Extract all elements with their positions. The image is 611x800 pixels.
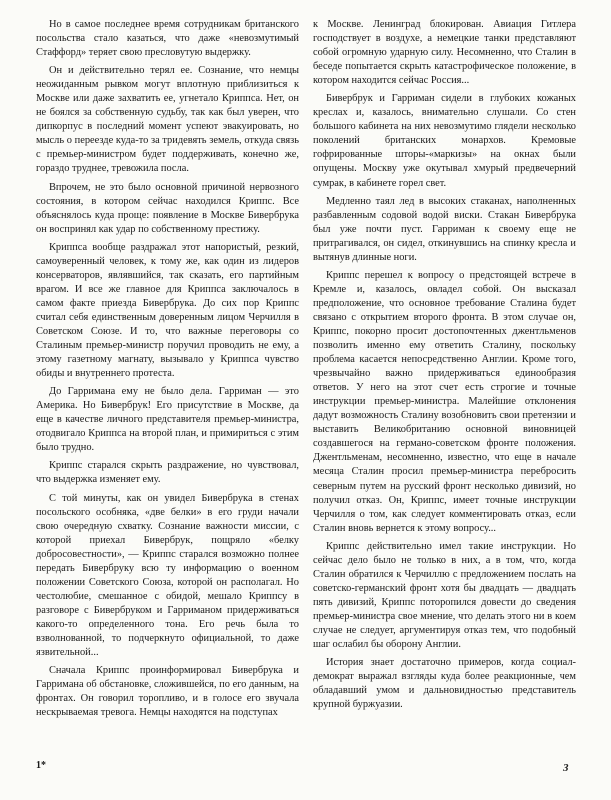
paragraph: Медленно таял лед в высоких стаканах, наполненных разбавленным содовой водой виски. Стакан Бивербрука был уже почти пуст. Гарриман к своему еще не притрагивался, он сидел, откинувшись на спинку кресла и вытянув длинные ноги. <box>313 195 576 263</box>
paragraph: Криппса вообще раздражал этот напористый, резкий, самоуверенный человек, к тому же, как один из лидеров консерваторов, являвшийся, так сказать, его партийным врагом. И все же главное для Криппса заключалось в самом факте приезда Бивербрука. До сих пор Криппс считал себя единственным доверенным лицом Черчилля в Советском Союзе. И то, что важные переговоры со Сталиным премьер-министр поручил проводить не ему, а этому газетному магнату, вызывало у Криппса чувство обиды и внутреннего протеста. <box>36 241 299 380</box>
right-column <box>313 18 576 716</box>
paragraph-continued: к Москве. Ленинград блокирован. Авиация Гитлера господствует в воздухе, а немецкие танки представляют собой огромную ударную силу. Несомненно, что Сталин в беседе попытается скрыть катастрофическое положение, в котором находится сейчас Россия... <box>313 19 576 87</box>
left-column <box>36 18 299 724</box>
paragraph: Он и действительно терял ее. Сознание, что немцы неожиданным рывком могут вплотную приблизиться к Москве или даже захватить ее, угнетало Криппса. Нет, он не боялся за собственную судьбу, так как был уверен, что дипкорпус в последний момент успеют эвакуировать, но мысль о переезде куда-то за тридевять земель, откуда связь с премьер-министром будет поддерживать, конечно же, гораздо труднее, тревожила посла. <box>36 65 299 175</box>
signature-mark: 1* <box>36 760 46 771</box>
paragraph: Впрочем, не это было основной причиной нервозного состояния, в котором сейчас находился Криппс. Все объяснялось куда проще: появление в Москве Бивербрука он воспринял как удар по собственному престижу. <box>36 181 299 235</box>
paragraph: Криппс перешел к вопросу о предстоящей встрече в Кремле и, казалось, овладел собой. Он высказал предположение, что основное требование Сталина будет связано с открытием второго фронта. В этом случае он, Криппс, покорно просит достопочтенных джентльменов позволить именно ему ответить Сталину, поскольку проблема касается непосредственно Англии. Кроме того, чрезвычайно важно придерживаться единообразия ответов. У него на этот счет есть строгие и точные инструкции премьер-министра. Малейшие отклонения дадут возможность Сталину возобновить свои претензии и выставить Великобританию основной виновницей создавшегося на германо-советском фронте положения. Джентльменам, несомненно, известно, что еще в начале месяца Сталин просил премьер-министра перебросить северным путем на русский фронт несколько дивизий, но получил отказ. Он, Криппс, имеет точные инструкции Черчилля о том, как следует комментировать отказ, если Сталин вновь вернется к этому вопросу... <box>313 269 576 534</box>
paragraph: Сначала Криппс проинформировал Бивербрука и Гарримана об обстановке, сложившейся, по его данным, на фронтах. Он говорил торопливо, и в голосе его звучала нескрываемая тревога. Немцы находятся на подступах <box>36 665 299 719</box>
paragraph: Криппс старался скрыть раздражение, но чувствовал, что выдержка изменяет ему. <box>36 460 299 486</box>
page-number: 3 <box>563 762 569 774</box>
paragraph: С той минуты, как он увидел Бивербрука в стенах посольского особняка, «две белки» в его груди начали свою очередную схватку. Сознание важности миссии, с которой приехал Бивербрук, пощряло «белку добросовестности», — Криппс старался возможно полнее передать Бивербруку всю ту информацию о военном положении Советского Союза, которой он располагал. Но честолюбие, смешанное с обидой, мешало Криппсу в разговоре с Бивербруком и Гарриманом придерживаться какого-то определенного тона. Его речь была то взволнованной, то подчеркнуто официальной, то даже язвительной... <box>36 492 299 659</box>
paragraph: Криппс действительно имел такие инструкции. Но сейчас дело было не только в них, а в том, что, когда Сталин обратился к Черчиллю с предложением послать на советско-германский фронт хотя бы двадцать — двадцать пять дивизий, Криппс поторопился довести до сведения премьер-министра свое мнение, что делать этого ни в коем случае не следует, аргументируя отказ тем, что подобный шаг ослабил бы оборону Англии. <box>313 540 576 651</box>
paragraph: До Гарримана ему не было дела. Гарриман — это Америка. Но Бивербрук! Его присутствие в Москве, да еще в качестве личного представителя премьер-министра, отодвигало Криппса на второй план, и примириться с этим было трудно. <box>36 386 299 454</box>
paragraph: Но в самое последнее время сотрудникам британского посольства стало казаться, что даже «невозмутимый Стаффорд» теряет свою пресловутую выдержку. <box>36 19 299 59</box>
paragraph: Бивербрук и Гарриман сидели в глубоких кожаных креслах и, казалось, внимательно слушали. Со стен большого кабинета на них невозмутимо глядели несколько поколений британских монархов. Кремовые гофрированные шторы-«маркизы» на окнах были опущены. Москву уже окутывал хмурый предвечерний сумрак, в кабинете горел свет. <box>313 93 576 189</box>
paragraph: История знает достаточно примеров, когда социал-демократ выражал взгляды куда более реакционные, чем обладавший умом и дальновидностью представитель крупной буржуазии. <box>313 657 576 711</box>
